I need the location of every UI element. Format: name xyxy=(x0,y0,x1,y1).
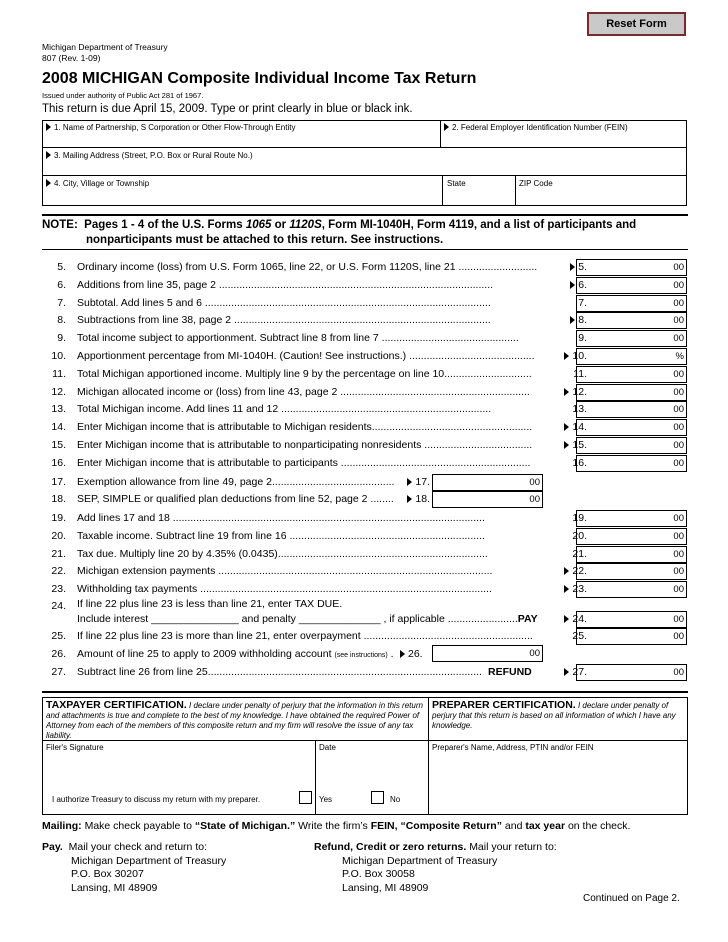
form-number: 807 (Rev. 1-09) xyxy=(42,53,101,63)
line-6-amount[interactable]: 00 xyxy=(576,277,687,294)
line-22: 22. Michigan extension payments .............................................................................................. 22. xyxy=(51,565,587,578)
line-10: 10. Apportionment percentage from MI-1040H. (Caution! See instructions.) ........................................... 10. xyxy=(51,350,587,362)
line-12: 12. Michigan allocated income or (loss) from line 43, page 2 ................................................................. 12. xyxy=(51,385,587,398)
line-12-amount[interactable]: 00 xyxy=(576,384,687,401)
line-7: 7. Subtotal. Add lines 5 and 6 .................................................................................................. 7. xyxy=(57,296,587,309)
taxpayer-certification: TAXPAYER CERTIFICATION. I declare under penalty of perjury that the information in this return and attachments is true and complete to the best of my knowledge. I have obtained the required Power of Attorney from each of the members of this composite return and my firm will resolve the issue of any tax liability. xyxy=(46,699,423,740)
line-7-amount[interactable]: 00 xyxy=(576,295,687,312)
attachment-note: NOTE: Pages 1 - 4 of the U.S. Forms 1065 or 1120S, Form MI-1040H, Form 4119, and a list of participants and nonparticipants must be attached to this return. See instructions. xyxy=(42,219,637,246)
line-13-amount[interactable]: 00 xyxy=(576,401,687,418)
city-field[interactable]: 4. City, Village or Township xyxy=(46,179,149,188)
line-26: 26. Amount of line 25 to apply to 2009 withholding account (see instructions) . 26. xyxy=(51,648,423,660)
line-26-amount[interactable]: 00 xyxy=(432,645,543,662)
entity-name-field[interactable]: 1. Name of Partnership, S Corporation or Other Flow-Through Entity xyxy=(46,123,295,132)
line-21-amount[interactable]: 00 xyxy=(576,546,687,563)
line-9-amount[interactable]: 00 xyxy=(576,330,687,347)
line-14: 14. Enter Michigan income that is attributable to Michigan residents....................................................... 14. xyxy=(51,421,587,434)
line-23-amount[interactable]: 00 xyxy=(576,581,687,598)
line-8: 8. Subtractions from line 38, page 2 ........................................................................................ 8. xyxy=(57,314,587,327)
yes-label: Yes xyxy=(319,795,333,804)
line-18: 18. SEP, SIMPLE or qualified plan deductions from line 52, page 2 ........ 18. xyxy=(51,493,430,505)
fein-field[interactable]: 2. Federal Employer Identification Number (FEIN) xyxy=(444,123,628,132)
line-15-amount[interactable]: 00 xyxy=(576,437,687,454)
filer-signature-field[interactable]: Filer's Signature xyxy=(46,743,104,752)
line-27-amount[interactable]: 00 xyxy=(576,664,687,681)
line-16: 16. Enter Michigan income that is attributable to participants ................................................................. 16. xyxy=(51,456,587,469)
entity-info-box xyxy=(42,120,687,206)
line-18-amount[interactable]: 00 xyxy=(432,491,543,508)
line-16-amount[interactable]: 00 xyxy=(576,455,687,472)
line-13: 13. Total Michigan income. Add lines 11 and 12 ........................................................................ 13. xyxy=(51,403,587,416)
preparer-certification: PREPARER CERTIFICATION. I declare under penalty of perjury that this return is based on all information of which I have any knowledge. xyxy=(432,699,676,730)
line-23: 23. Withholding tax payments .................................................................................................... 23. xyxy=(51,583,587,596)
line-15: 15. Enter Michigan income that is attributable to nonparticipating nonresidents ..................................... 15. xyxy=(51,439,587,451)
line-19-amount[interactable]: 00 xyxy=(576,510,687,527)
page-title: 2008 MICHIGAN Composite Individual Income Tax Return xyxy=(42,70,477,87)
line-25: 25. If line 22 plus line 23 is more than line 21, enter overpayment .......................................................... 25. xyxy=(51,630,587,642)
line-24: 24. If line 22 plus line 23 is less than line 21, enter TAX DUE. Include interest _______________ and penalty ______________ , if applicable ........................PAY 24. xyxy=(51,598,587,625)
preparer-info-field[interactable]: Preparer's Name, Address, PTIN and/or FEIN xyxy=(432,743,594,752)
line-8-amount[interactable]: 00 xyxy=(576,312,687,329)
continued-note: Continued on Page 2. xyxy=(583,893,680,904)
due-notice: This return is due April 15, 2009. Type or print clearly in blue or black ink. xyxy=(42,103,413,115)
line-11: 11. Total Michigan apportioned income. Multiply line 9 by the percentage on line 10.............................. 11. xyxy=(52,367,587,380)
reset-form-button[interactable]: Reset Form xyxy=(587,12,686,36)
line-6: 6. Additions from line 35, page 2 .............................................................................................. 6. xyxy=(57,278,587,291)
authorize-yes-checkbox[interactable] xyxy=(299,791,312,804)
mailing-instructions: Mailing: Make check payable to “State of Michigan.” Write the firm’s FEIN, “Composite Return” and tax year on the check. xyxy=(42,820,631,832)
line-5: 5. Ordinary income (loss) from U.S. Form 1065, line 22, or U.S. Form 1120S, line 21 ........................... 5. xyxy=(57,261,587,273)
line-24-amount[interactable]: 00 xyxy=(576,611,687,628)
no-label: No xyxy=(390,795,401,804)
zip-field[interactable]: ZIP Code xyxy=(519,179,553,188)
line-22-amount[interactable]: 00 xyxy=(576,563,687,580)
line-21: 21. Tax due. Multiply line 20 by 4.35% (0.0435)........................................................................ 21. xyxy=(51,547,587,560)
line-11-amount[interactable]: 00 xyxy=(576,366,687,383)
authorize-text: I authorize Treasury to discuss my return with my preparer. xyxy=(52,795,261,804)
dept-name: Michigan Department of Treasury xyxy=(42,42,168,52)
line-19: 19. Add lines 17 and 18 ........................................................................................................... 19. xyxy=(51,512,587,524)
line-27: 27. Subtract line 26 from line 25.............................................................................................. REFUND 27. xyxy=(51,666,587,678)
line-20: 20. Taxable income. Subtract line 19 from line 16 ................................................................... 20. xyxy=(51,529,587,542)
authorize-no-checkbox[interactable] xyxy=(371,791,384,804)
line-14-amount[interactable]: 00 xyxy=(576,419,687,436)
authority-text: Issued under authority of Public Act 281 of 1967. xyxy=(42,91,204,100)
line-17: 17. Exemption allowance from line 49, page 2.......................................... 17. xyxy=(51,476,430,488)
refund-address: Refund, Credit or zero returns. Mail your return to: Michigan Department of Treasury P.O. Box 30058 Lansing, MI 48909 xyxy=(314,841,557,894)
line-24-interest-penalty[interactable]: Include interest _______________ and penalty ______________ , if applicable ........................PAY xyxy=(77,613,538,625)
line-5-amount[interactable]: 00 xyxy=(576,259,687,276)
line-25-amount[interactable]: 00 xyxy=(576,628,687,645)
line-17-amount[interactable]: 00 xyxy=(432,474,543,491)
line-20-amount[interactable]: 00 xyxy=(576,528,687,545)
pay-address: Pay. Mail your check and return to: Michigan Department of Treasury P.O. Box 30207 Lansing, MI 48909 xyxy=(42,841,227,894)
date-field[interactable]: Date xyxy=(319,743,336,752)
line-9: 9. Total income subject to apportionment. Subtract line 8 from line 7 ............................................... 9. xyxy=(57,332,587,345)
state-field[interactable]: State xyxy=(447,179,466,188)
line-10-amount[interactable]: % xyxy=(576,348,687,365)
mailing-address-field[interactable]: 3. Mailing Address (Street, P.O. Box or Rural Route No.) xyxy=(46,151,253,160)
